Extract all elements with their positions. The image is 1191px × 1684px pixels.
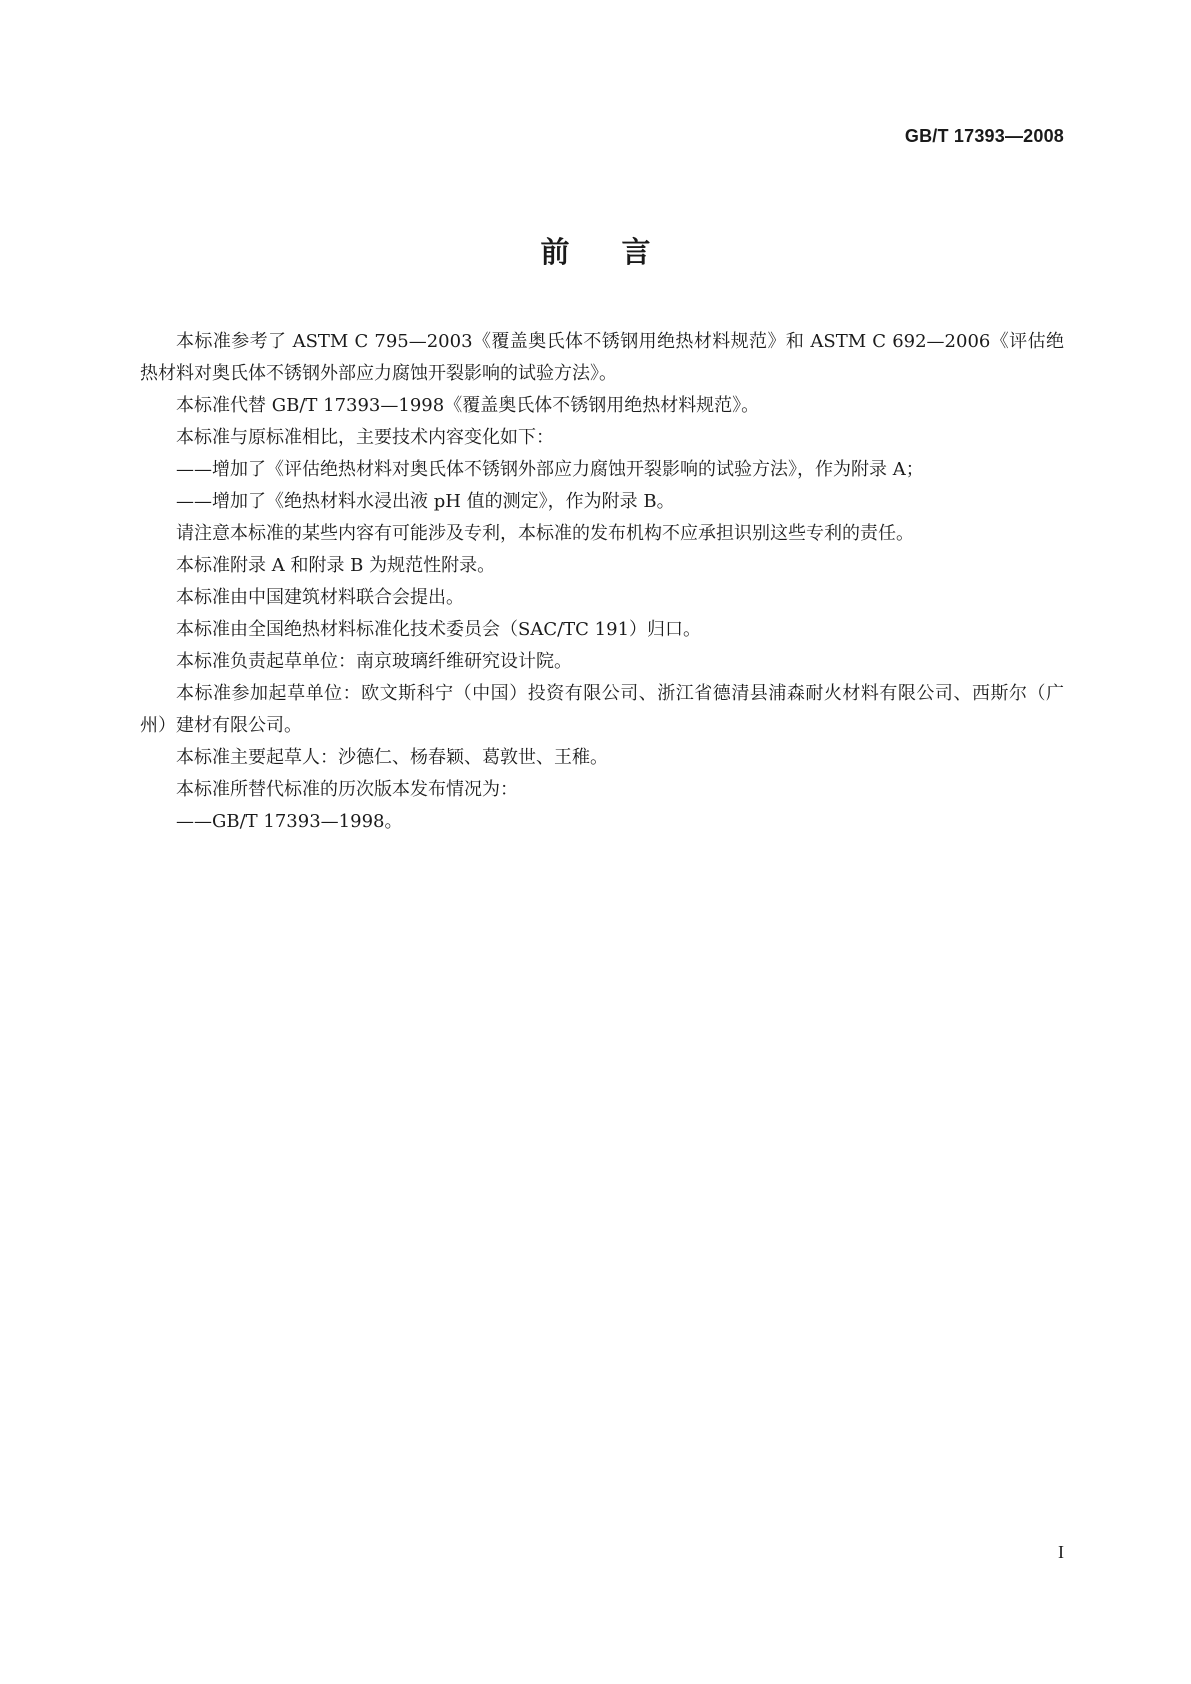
paragraph-patent-notice: 请注意本标准的某些内容有可能涉及专利，本标准的发布机构不应承担识别这些专利的责任。	[176, 523, 914, 544]
paragraph-replaces: 本标准代替 GB/T 17393—1998《覆盖奥氏体不锈钢用绝热材料规范》。	[176, 395, 760, 416]
page-number: I	[1058, 1542, 1064, 1562]
paragraph-proposed-by: 本标准由中国建筑材料联合会提出。	[176, 587, 464, 608]
paragraph-managed-by: 本标准由全国绝热材料标准化技术委员会（SAC/TC 191）归口。	[176, 619, 702, 640]
paragraph-changes-intro: 本标准与原标准相比，主要技术内容变化如下：	[176, 427, 554, 448]
paragraph-history-item: ——GB/T 17393—1998。	[176, 811, 403, 832]
foreword-body	[140, 326, 1064, 838]
paragraph-references: 本标准参考了 ASTM C 795—2003《覆盖奥氏体不锈钢用绝热材料规范》和 ASTM C 692—2006《评估绝热材料对奥氏体不锈钢外部应力腐蚀开裂影响的试验方法》。	[140, 331, 1064, 384]
paragraph-history-intro: 本标准所替代标准的历次版本发布情况为：	[176, 779, 518, 800]
standard-code: GB/T 17393—2008	[904, 126, 1064, 146]
paragraph-change-annex-b: ——增加了《绝热材料水浸出液 pH 值的测定》，作为附录 B。	[176, 491, 675, 512]
paragraph-drafting-unit: 本标准负责起草单位：南京玻璃纤维研究设计院。	[176, 651, 572, 672]
page-title: 前言	[540, 235, 703, 269]
paragraph-participating-units: 本标准参加起草单位：欧文斯科宁（中国）投资有限公司、浙江省德清县浦森耐火材料有限公司、西斯尔（广州）建材有限公司。	[140, 683, 1064, 736]
paragraph-annex-status: 本标准附录 A 和附录 B 为规范性附录。	[176, 555, 496, 576]
paragraph-drafters: 本标准主要起草人：沙德仁、杨春颖、葛敦世、王稚。	[176, 747, 608, 768]
paragraph-change-annex-a: ——增加了《评估绝热材料对奥氏体不锈钢外部应力腐蚀开裂影响的试验方法》，作为附录 A；	[176, 459, 924, 480]
